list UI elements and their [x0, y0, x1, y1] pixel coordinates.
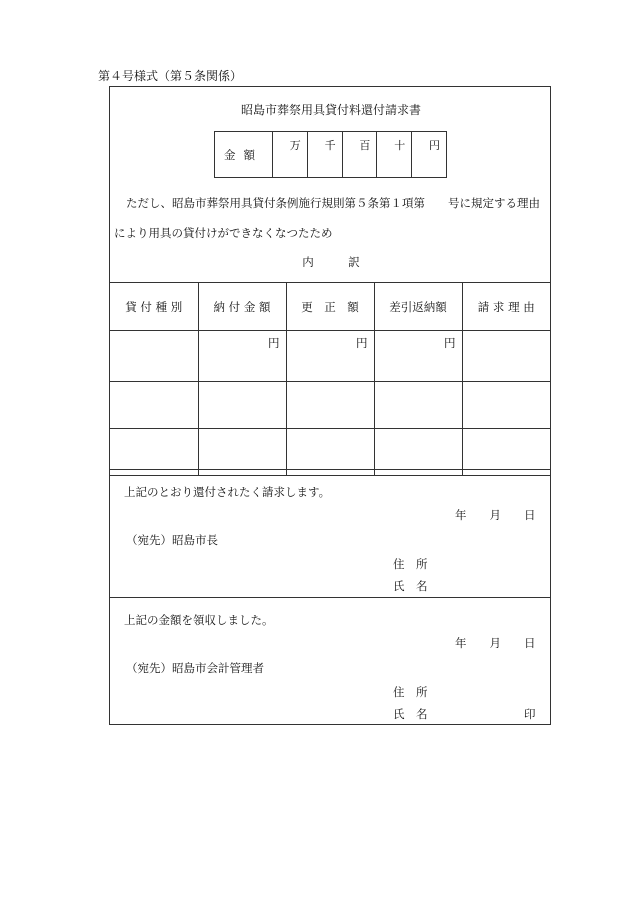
cell-request-reason[interactable]: [462, 331, 550, 382]
header-refund-amount: 差引返納額: [374, 283, 462, 331]
receipt-addressee: （宛先）昭島市会計管理者: [126, 661, 264, 675]
cell-refund-amount[interactable]: [374, 382, 462, 429]
amount-digit-juu[interactable]: 十: [377, 132, 412, 177]
amount-digit-man[interactable]: 万: [273, 132, 308, 177]
cell-corrected-amount[interactable]: [286, 382, 374, 429]
cell-refund-amount[interactable]: 円: [374, 331, 462, 382]
amount-digit-en[interactable]: 円: [428, 139, 440, 152]
cell-paid-amount[interactable]: 円: [198, 331, 286, 382]
applicant-address-label: 住 所: [393, 557, 428, 571]
receiver-name-label: 氏 名: [393, 707, 428, 721]
header-paid-amount: 納 付 金 額: [198, 283, 286, 331]
refund-request-form: [109, 86, 551, 725]
breakdown-table: [110, 282, 550, 476]
reason-text-line2: により用具の貸付けができなくなつたため: [114, 226, 333, 240]
receipt-statement: 上記の金額を領収しました。: [124, 613, 274, 627]
breakdown-title: 内 訳: [302, 255, 360, 269]
request-statement: 上記のとおり還付されたく請求します。: [124, 485, 331, 499]
table-row: [110, 331, 550, 382]
cell-corrected-amount[interactable]: 円: [286, 331, 374, 382]
form-title: 昭島市葬祭用具貸付料還付請求書: [240, 103, 421, 117]
applicant-name-label: 氏 名: [393, 579, 428, 593]
cell-loan-type[interactable]: [110, 331, 198, 382]
table-row: [110, 382, 550, 429]
amount-digit-hyaku[interactable]: 百: [343, 132, 378, 177]
receipt-section: [110, 597, 550, 726]
amount-label: 金額: [215, 132, 273, 177]
form-number-label: 第４号様式（第５条関係）: [98, 69, 243, 83]
amount-digit-sen[interactable]: 千: [308, 132, 343, 177]
header-request-reason: 請 求 理 由: [462, 283, 550, 331]
table-header-row: [110, 283, 550, 331]
reason-text-line1: ただし、昭島市葬祭用具貸付条例施行規則第５条第１項第 号に規定する理由: [126, 196, 540, 210]
header-corrected-amount: 更 正 額: [286, 283, 374, 331]
request-section: [110, 469, 550, 597]
header-loan-type: 貸 付 種 別: [110, 283, 198, 331]
cell-request-reason[interactable]: [462, 382, 550, 429]
amount-box: [214, 131, 447, 178]
cell-loan-type[interactable]: [110, 382, 198, 429]
request-addressee: （宛先）昭島市長: [126, 533, 218, 547]
receiver-address-label: 住 所: [393, 685, 428, 699]
request-date[interactable]: 年 月 日: [455, 508, 536, 522]
receipt-date[interactable]: 年 月 日: [455, 636, 536, 650]
seal-mark: 印: [524, 707, 536, 721]
cell-paid-amount[interactable]: [198, 382, 286, 429]
